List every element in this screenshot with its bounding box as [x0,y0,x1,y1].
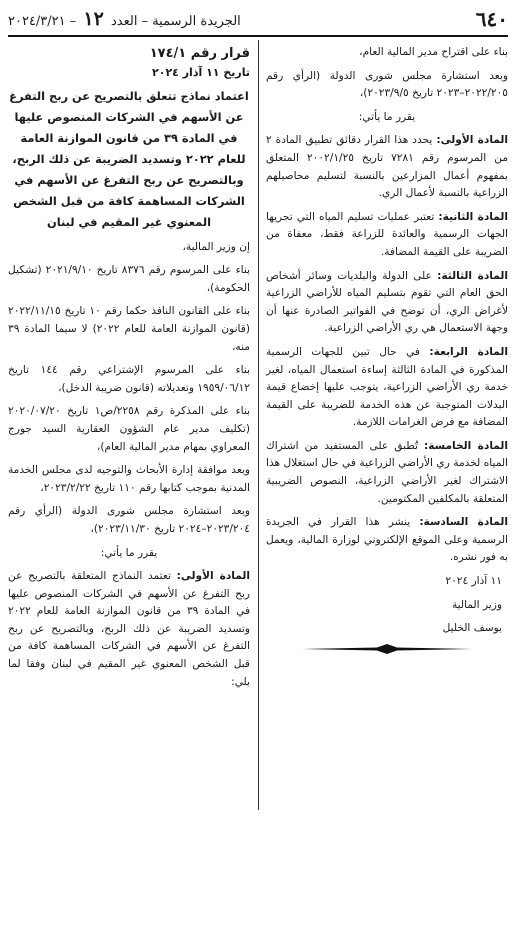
column-divider [258,40,259,810]
header-rule [8,35,508,37]
article-label: المادة الخامسة: [424,439,509,452]
paragraph: وبعد استشارة مجلس شورى الدولة (الرأي رقم ٢٠٢٢/٢٠٥–٢٠٢٣ تاريخ ٢٠٢٣/٩/٥)، [266,69,508,100]
gazette-label: الجريدة الرسمية – العدد [110,14,241,29]
article-label: المادة الرابعة: [429,345,508,358]
article-label: المادة السادسة: [419,516,508,529]
article-6 [266,514,508,567]
article-label: المادة الثالثة: [437,269,508,282]
decision-date: تاريخ ١١ آذار ٢٠٢٤ [152,66,250,79]
paragraph: بناء على المرسوم الإشتراعي رقم ١٤٤ تاريخ ١٩٥٩/٠٦/١٢ وتعديلاته (قانون ضريبة الدخل)، [8,364,250,394]
article-text: تعتبر عمليات تسليم المياه التي تجريها الجهات الرسمية والعائدة للزراعة فقط، معفاة من الضريبة على القيمة المضافة. [266,210,508,258]
signature-title: وزير المالية [451,598,502,611]
resolve-line: يقرر ما يأتي: [100,546,158,559]
article-text: على الدولة والبلديات وسائر أشخاص الحق العام التي تقوم بتسليم المياه للأراضي الزراعية لأغراض الري، أن توضح في الفواتير الصادرة عنها أن وجهة الاستعمال هي ري الأراضي الزراعية. [266,269,508,335]
issue-number: ١٢ [83,8,104,30]
signature-date: ١١ آذار ٢٠٢٤ [445,575,502,588]
paragraph: بناء على المذكرة رقم ٢٢٥٨/ص١ تاريخ ٢٠٢٠/٠٧/٢٠ (تكليف مدير عام الشؤون العقارية السيد جورج المعراوي بمهام مدير المالية العام)، [8,405,250,453]
issue-date: – ٢٠٢٤/٣/٢١ [8,14,77,29]
paragraph: وبعد موافقة إدارة الأبحاث والتوجيه لدى مجلس الخدمة المدنية بموجب كتابها رقم ١١٠ تاريخ ٢٠٢٣/٢/٢٢، [8,464,250,494]
paragraph: بناء على القانون النافذ حكما رقم ١٠ تاريخ ٢٠٢٢/١١/١٥ (قانون الموازنة العامة للعام ٢٠٢٢) لا سيما المادة ٣٩ منه، [8,305,250,353]
paragraph: بناء على المرسوم رقم ٨٣٧٦ تاريخ ٢٠٢١/٩/١٠ (تشكيل الحكومة)، [8,264,250,294]
page-header [8,4,508,34]
article-text: تُطبق على المستفيد من اشتراك المياه لخدمة ري الأراضي الزراعية في حال استغلال هذا الاشتراك لغير الأراضي الزراعية، النصوص الضريبية المتعلقة بالمكلفين المكتومين. [266,439,508,505]
decision-heading: اعتماد نماذج تتعلق بالتصريح عن ربح التفرغ عن الأسهم في الشركات المنصوص عليها في المادة ٣٩ من قانون الموازنة العامة للعام ٢٠٢٢ وتسديد الضريبة عن ذلك الربح، وبالتصريح عن ربح التفرغ عن الأسهم في الشركات المساهمة كافة من قبل الشخص المعنوي غير المقيم في لبنان [9,88,249,229]
article-label: المادة الأولى: [176,570,250,583]
article-5 [266,438,508,508]
paragraph: وبعد استشارة مجلس شورى الدولة (الرأي رقم ٢٠٢٣/٢٠٤–٢٠٢٤ تاريخ ٢٠٢٣/١١/٣٠)، [8,505,250,535]
article-label: المادة الثانية: [438,210,508,223]
decision-title: قرار رقم ١٧٤/١ [149,46,250,61]
resolve-line: يقرر ما يأتي: [358,110,416,123]
article-text: يحدد هذا القرار دقائق تطبيق المادة ٢ من المرسوم رقم ٧٢٨١ تاريخ ٢٠٠٢/١/٢٥ المتعلق بمفهوم أعمال المزارعين بالنسبة لتسليم محاصيلهم الزراعية بالنسبة لأعمال الري. [266,134,508,200]
article-text: في حال تبين للجهات الرسمية المذكورة في المادة الثالثة إساءة استعمال المياه، لغير خدمة ري الأراضي الزراعية، يتوجب عليها إخضاع قيمة البدلات المتوجبة عن هذه الخدمة للضريبة على القيمة المضافة مع فرض الغرامات اللازمة. [266,345,508,429]
article-4 [266,344,508,432]
end-ornament-icon [302,644,472,654]
paragraph: بناء على اقتراح مدير المالية العام، [359,46,508,58]
article-1 [266,132,508,202]
article-3 [266,268,508,338]
signature-name: يوسف الخليل [442,622,502,635]
right-column [266,44,508,654]
article-text: تعتمد النماذج المتعلقة بالتصريح عن ربح التفرغ عن الأسهم في الشركات المنصوص عليها في المادة ٣٩ من قانون الموازنة العامة للعام ٢٠٢٢ وتسديد الضريبة عن ذلك الربح، وبالتصريح عن ربح التفرغ عن الأسهم في الشركات المساهمة كافة من قبل الشخص المعنوي غير المقيم في لبنان وفقا لما يلي: [8,570,251,688]
article-label: المادة الأولى: [436,134,509,147]
page-number: ٦٤٠ [475,7,508,31]
article-2 [266,209,508,262]
left-column [8,44,250,697]
gazette-issue-line [8,8,241,30]
article-1 [8,568,250,691]
article-text: ينشر هذا القرار في الجريدة الرسمية وعلى الموقع الإلكتروني لوزارة المالية، ويعمل به فور نشره. [266,516,508,564]
paragraph: إن وزير المالية، [182,240,250,253]
